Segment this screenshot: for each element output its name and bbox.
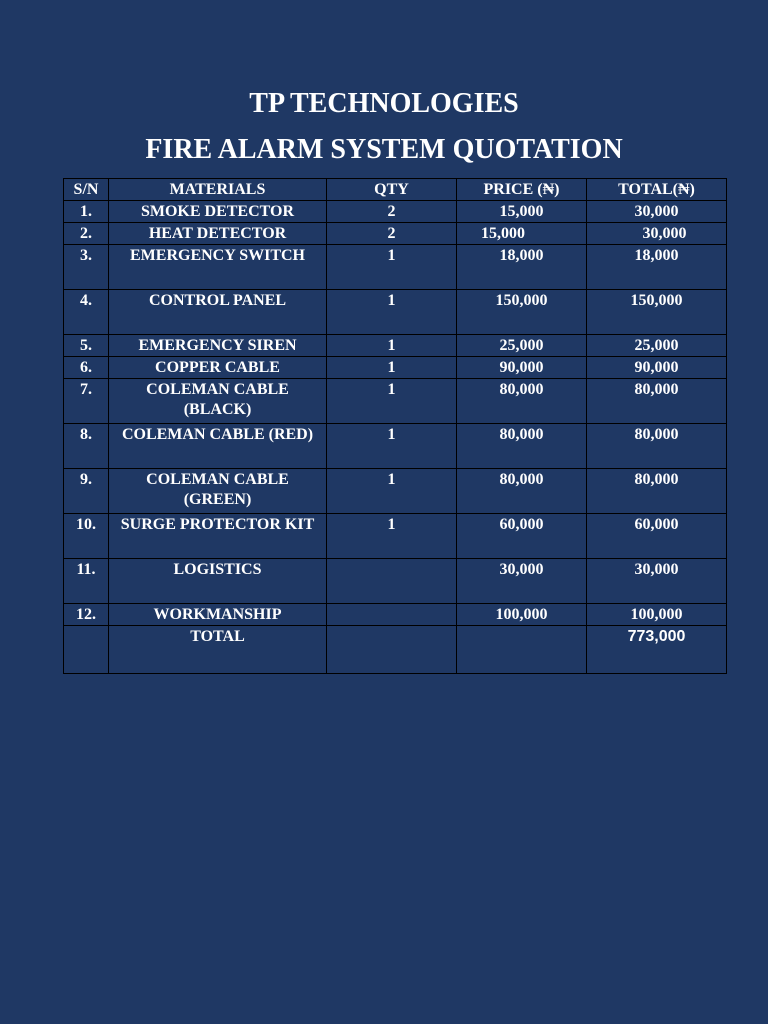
cell-price: 80,000 (457, 424, 587, 469)
cell-total: 80,000 (587, 469, 727, 514)
cell-material: COPPER CABLE (109, 357, 327, 379)
cell-qty: 1 (327, 245, 457, 290)
table-row (64, 201, 727, 223)
cell-sn: 3. (64, 245, 109, 290)
cell-price: 80,000 (457, 469, 587, 514)
cell-material: COLEMAN CABLE (GREEN) (109, 469, 327, 514)
cell-material: EMERGENCY SIREN (109, 335, 327, 357)
cell-qty (327, 604, 457, 626)
cell-sn: 2. (64, 223, 109, 245)
table-header-row (64, 179, 727, 201)
cell-price: 60,000 (457, 514, 587, 559)
cell-price: 80,000 (457, 379, 587, 424)
cell-material: WORKMANSHIP (109, 604, 327, 626)
document-title: FIRE ALARM SYSTEM QUOTATION (145, 134, 623, 165)
cell-sn: 4. (64, 290, 109, 335)
cell-material: SMOKE DETECTOR (109, 201, 327, 223)
column-header-sn: S/N (64, 179, 109, 201)
cell-total: 80,000 (587, 379, 727, 424)
cell-qty: 1 (327, 424, 457, 469)
cell-sn: 5. (64, 335, 109, 357)
cell-material: SURGE PROTECTOR KIT (109, 514, 327, 559)
cell-total: 80,000 (587, 424, 727, 469)
cell-total: 25,000 (587, 335, 727, 357)
cell-sn: 6. (64, 357, 109, 379)
cell-sn: 1. (64, 201, 109, 223)
cell-sn: 9. (64, 469, 109, 514)
cell-total: 60,000 (587, 514, 727, 559)
table-row (64, 604, 727, 626)
cell-material: HEAT DETECTOR (109, 223, 327, 245)
cell-sn-empty (64, 626, 109, 674)
cell-material: LOGISTICS (109, 559, 327, 604)
cell-total: 30,000 (587, 201, 727, 223)
cell-qty (327, 559, 457, 604)
cell-price: 150,000 (457, 290, 587, 335)
quotation-table (63, 178, 727, 674)
cell-qty: 1 (327, 379, 457, 424)
cell-material: COLEMAN CABLE (BLACK) (109, 379, 327, 424)
column-header-qty: QTY (327, 179, 457, 201)
cell-qty: 1 (327, 335, 457, 357)
cell-material: COLEMAN CABLE (RED) (109, 424, 327, 469)
cell-sn: 7. (64, 379, 109, 424)
cell-material: CONTROL PANEL (109, 290, 327, 335)
total-row (64, 626, 727, 674)
table-row (64, 379, 727, 424)
cell-total: 30,000 (587, 559, 727, 604)
cell-price-empty (457, 626, 587, 674)
table-row (64, 559, 727, 604)
cell-price: 30,000 (457, 559, 587, 604)
cell-total: 30,000 (587, 223, 727, 245)
cell-price: 90,000 (457, 357, 587, 379)
cell-sn: 11. (64, 559, 109, 604)
table-row (64, 335, 727, 357)
column-header-materials: MATERIALS (109, 179, 327, 201)
cell-total: 18,000 (587, 245, 727, 290)
cell-price: 15,000 (457, 201, 587, 223)
cell-sn: 12. (64, 604, 109, 626)
table-row (64, 223, 727, 245)
cell-price: 15,000 (457, 223, 587, 245)
column-header-total: TOTAL(₦) (587, 179, 727, 201)
cell-total: 150,000 (587, 290, 727, 335)
table-row (64, 357, 727, 379)
cell-total: 100,000 (587, 604, 727, 626)
table-row (64, 424, 727, 469)
table-row (64, 514, 727, 559)
table-row (64, 290, 727, 335)
cell-price: 100,000 (457, 604, 587, 626)
cell-material: EMERGENCY SWITCH (109, 245, 327, 290)
column-header-price: PRICE (₦) (457, 179, 587, 201)
cell-qty: 1 (327, 514, 457, 559)
cell-qty: 2 (327, 223, 457, 245)
cell-qty-empty (327, 626, 457, 674)
cell-qty: 1 (327, 469, 457, 514)
cell-qty: 1 (327, 290, 457, 335)
table-row (64, 469, 727, 514)
cell-total: 90,000 (587, 357, 727, 379)
cell-sn: 10. (64, 514, 109, 559)
table-row (64, 245, 727, 290)
grand-total-value: 773,000 (587, 626, 727, 674)
cell-qty: 2 (327, 201, 457, 223)
cell-price: 25,000 (457, 335, 587, 357)
total-label: TOTAL (109, 626, 327, 674)
cell-sn: 8. (64, 424, 109, 469)
cell-price: 18,000 (457, 245, 587, 290)
cell-qty: 1 (327, 357, 457, 379)
company-name: TP TECHNOLOGIES (249, 88, 519, 119)
